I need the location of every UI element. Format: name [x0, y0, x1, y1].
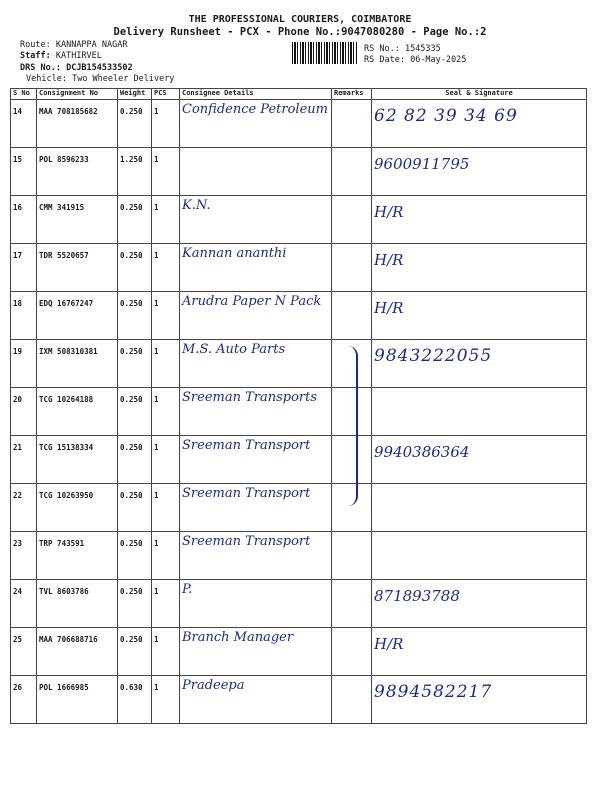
consignee-details-cell: Kannan ananthi	[180, 244, 332, 292]
remarks-cell	[332, 196, 372, 244]
staff-label: Staff:	[20, 51, 51, 61]
rs-no-label: RS No.:	[364, 44, 400, 54]
staff-value: KATHIRVEL	[55, 51, 102, 61]
seal-signature-cell: H/R	[372, 628, 587, 676]
rs-date-value: 06-May-2025	[410, 55, 467, 65]
consignee-details-cell: Pradeepa	[180, 676, 332, 724]
col-header-pcs: PCS	[152, 89, 180, 100]
seal-signature-cell: H/R	[372, 244, 587, 292]
sno-cell: 14	[11, 100, 37, 148]
table-row	[11, 628, 587, 676]
consignee-details-cell: Sreeman Transport	[180, 532, 332, 580]
col-header-sno: S No	[11, 89, 37, 100]
weight-cell: 0.250	[118, 484, 152, 532]
consignee-details-cell: Sreeman Transport	[180, 484, 332, 532]
consignee-details-cell: M.S. Auto Parts	[180, 340, 332, 388]
pcs-cell: 1	[152, 676, 180, 724]
rs-no-value: 1545335	[404, 44, 441, 54]
weight-cell: 0.250	[118, 340, 152, 388]
pcs-cell: 1	[152, 580, 180, 628]
vehicle-label: Vehicle:	[26, 74, 67, 84]
table-row	[11, 196, 587, 244]
remarks-cell	[332, 628, 372, 676]
pcs-cell: 1	[152, 532, 180, 580]
sno-cell: 17	[11, 244, 37, 292]
weight-cell: 0.250	[118, 436, 152, 484]
col-header-consignee: Consignee Details	[180, 89, 332, 100]
handwritten-brace	[346, 346, 358, 506]
seal-signature-cell: 9600911795	[372, 148, 587, 196]
sno-cell: 20	[11, 388, 37, 436]
table-row	[11, 532, 587, 580]
weight-cell: 0.630	[118, 676, 152, 724]
consignment-no-cell: MAA 708185682	[37, 100, 118, 148]
seal-signature-cell: 9894582217	[372, 676, 587, 724]
sno-cell: 21	[11, 436, 37, 484]
consignment-no-cell: TCG 15138334	[37, 436, 118, 484]
pcs-cell: 1	[152, 436, 180, 484]
rs-no-line	[364, 44, 441, 54]
table-row	[11, 340, 587, 388]
rs-date-line	[364, 55, 466, 65]
consignment-no-cell: TVL 8603786	[37, 580, 118, 628]
seal-signature-cell	[372, 484, 587, 532]
col-header-remarks: Remarks	[332, 89, 372, 100]
sno-cell: 22	[11, 484, 37, 532]
col-header-consignment: Consignment No	[37, 89, 118, 100]
table-row	[11, 388, 587, 436]
consignee-details-cell: Confidence Petroleum	[180, 100, 332, 148]
pcs-cell: 1	[152, 484, 180, 532]
sno-cell: 18	[11, 292, 37, 340]
consignment-no-cell: CMM 341915	[37, 196, 118, 244]
weight-cell: 0.250	[118, 292, 152, 340]
consignee-details-cell	[180, 148, 332, 196]
sno-cell: 24	[11, 580, 37, 628]
staff-line	[20, 51, 102, 61]
seal-signature-cell: 871893788	[372, 580, 587, 628]
pcs-cell: 1	[152, 196, 180, 244]
sno-cell: 19	[11, 340, 37, 388]
route-value: KANNAPPA NAGAR	[55, 40, 128, 50]
col-header-signature: Seal & Signature	[372, 89, 587, 100]
consignment-no-cell: IXM 508310381	[37, 340, 118, 388]
table-row	[11, 292, 587, 340]
remarks-cell	[332, 532, 372, 580]
runsheet-subtitle: Delivery Runsheet - PCX - Phone No.:9047080280 - Page No.:2	[113, 26, 487, 38]
remarks-cell	[332, 580, 372, 628]
remarks-cell	[332, 292, 372, 340]
barcode-image	[292, 42, 358, 64]
runsheet-table	[10, 88, 587, 724]
consignment-no-cell: MAA 706688716	[37, 628, 118, 676]
weight-cell: 0.250	[118, 196, 152, 244]
pcs-cell: 1	[152, 100, 180, 148]
vehicle-value: Two Wheeler Delivery	[72, 74, 175, 84]
weight-cell: 0.250	[118, 244, 152, 292]
weight-cell: 0.250	[118, 628, 152, 676]
consignee-details-cell: Sreeman Transports	[180, 388, 332, 436]
weight-cell: 0.250	[118, 580, 152, 628]
sno-cell: 15	[11, 148, 37, 196]
table-row	[11, 676, 587, 724]
consignment-no-cell: POL 8596233	[37, 148, 118, 196]
table-row	[11, 484, 587, 532]
company-title: THE PROFESSIONAL COURIERS, COIMBATORE	[188, 14, 412, 25]
consignee-details-cell: K.N.	[180, 196, 332, 244]
sno-cell: 26	[11, 676, 37, 724]
route-line	[20, 40, 128, 50]
drs-line	[20, 63, 133, 73]
table-row	[11, 436, 587, 484]
col-header-weight: Weight	[118, 89, 152, 100]
seal-signature-cell: H/R	[372, 196, 587, 244]
seal-signature-cell: 9940386364	[372, 436, 587, 484]
drs-label: DRS No.:	[20, 63, 61, 73]
sno-cell: 23	[11, 532, 37, 580]
seal-signature-cell	[372, 388, 587, 436]
consignment-no-cell: EDQ 16767247	[37, 292, 118, 340]
pcs-cell: 1	[152, 388, 180, 436]
consignee-details-cell: Arudra Paper N Pack	[180, 292, 332, 340]
weight-cell: 0.250	[118, 100, 152, 148]
consignment-no-cell: TRP 743591	[37, 532, 118, 580]
consignment-no-cell: TCG 10263950	[37, 484, 118, 532]
consignment-no-cell: TDR 5520657	[37, 244, 118, 292]
pcs-cell: 1	[152, 340, 180, 388]
table-row	[11, 244, 587, 292]
pcs-cell: 1	[152, 148, 180, 196]
consignment-no-cell: POL 1666985	[37, 676, 118, 724]
consignee-details-cell: Sreeman Transport	[180, 436, 332, 484]
weight-cell: 1.250	[118, 148, 152, 196]
consignee-details-cell: Branch Manager	[180, 628, 332, 676]
vehicle-line	[26, 74, 174, 84]
pcs-cell: 1	[152, 244, 180, 292]
seal-signature-cell: H/R	[372, 292, 587, 340]
consignee-details-cell: P.	[180, 580, 332, 628]
sno-cell: 16	[11, 196, 37, 244]
pcs-cell: 1	[152, 628, 180, 676]
remarks-cell	[332, 676, 372, 724]
weight-cell: 0.250	[118, 388, 152, 436]
table-row	[11, 100, 587, 148]
remarks-cell	[332, 244, 372, 292]
table-row	[11, 148, 587, 196]
drs-value: DCJB154533502	[66, 63, 133, 73]
table-header-row	[11, 89, 587, 100]
consignment-no-cell: TCG 10264188	[37, 388, 118, 436]
seal-signature-cell: 9843222055	[372, 340, 587, 388]
weight-cell: 0.250	[118, 532, 152, 580]
pcs-cell: 1	[152, 292, 180, 340]
route-label: Route:	[20, 40, 51, 50]
remarks-cell	[332, 100, 372, 148]
table-row	[11, 580, 587, 628]
seal-signature-cell: 62 82 39 34 69	[372, 100, 587, 148]
rs-date-label: RS Date:	[364, 55, 405, 65]
seal-signature-cell	[372, 532, 587, 580]
sno-cell: 25	[11, 628, 37, 676]
remarks-cell	[332, 148, 372, 196]
